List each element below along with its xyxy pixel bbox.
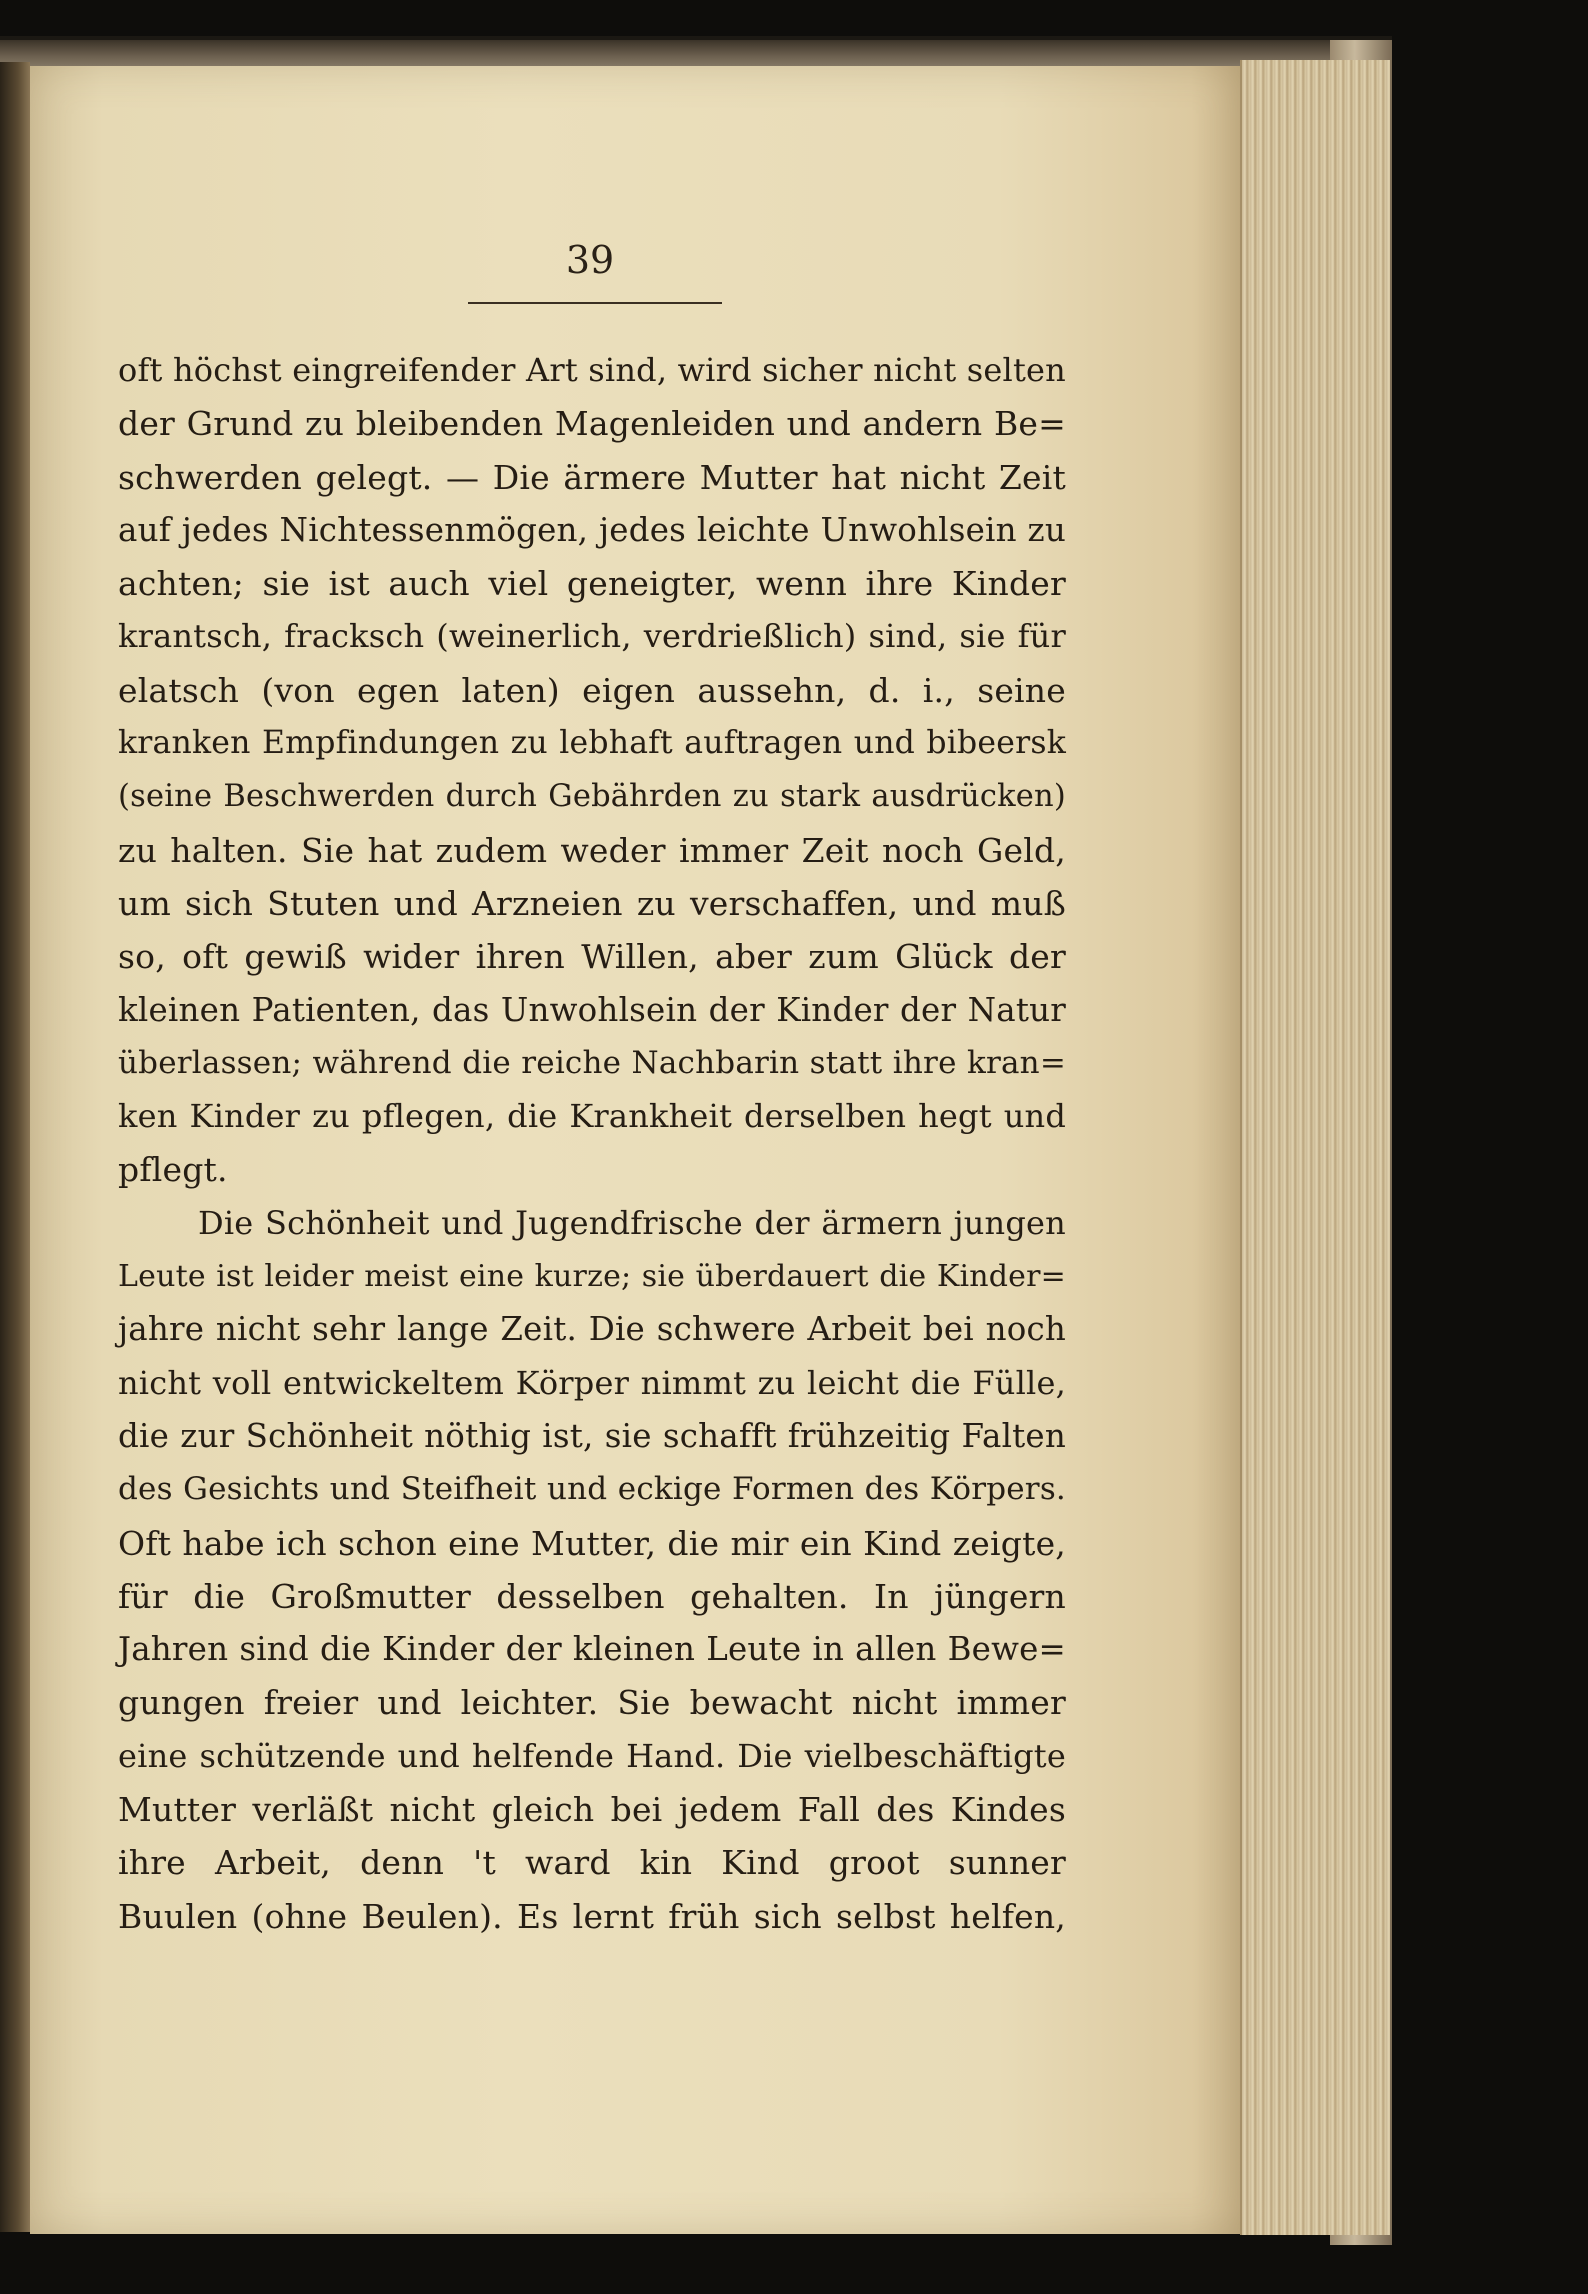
text-line: Buulen (ohne Beulen). Es lernt früh sich selbst helfen, (118, 1896, 1066, 1936)
text-line: ihre Arbeit, denn 't ward kin Kind groot sunner (118, 1843, 1066, 1883)
text-line: Mutter verläßt nicht gleich bei jedem Fall des Kindes (118, 1790, 1066, 1830)
left-page-edge (0, 62, 30, 2232)
text-line: krantsch, fracksch (weinerlich, verdrießlich) sind, sie für (118, 617, 1066, 656)
text-line: für die Großmutter desselben gehalten. In jüngern (118, 1576, 1066, 1616)
text-line: eine schützende und helfende Hand. Die vielbeschäftigte (118, 1736, 1066, 1775)
text-line: ken Kinder zu pflegen, die Krankheit derselben hegt und (118, 1097, 1066, 1136)
text-line: elatsch (von egen laten) eigen aussehn, d. i., seine (118, 670, 1066, 710)
text-line: nicht voll entwickeltem Körper nimmt zu leicht die Fülle, (118, 1363, 1066, 1402)
page-fore-edge (1240, 60, 1390, 2235)
text-line: Leute ist leider meist eine kurze; sie überdauert die Kinder= (118, 1259, 1066, 1295)
text-line: überlassen; während die reiche Nachbarin statt ihre kran= (118, 1044, 1066, 1081)
text-line: zu halten. Sie hat zudem weder immer Zeit noch Geld, (118, 830, 1066, 870)
page-number: 39 (565, 238, 615, 282)
text-line: Jahren sind die Kinder der kleinen Leute in allen Bewe= (118, 1630, 1066, 1669)
text-line: pflegt. (118, 1150, 228, 1190)
text-line: schwerden gelegt. — Die ärmere Mutter hat nicht Zeit (118, 457, 1066, 497)
body-text (118, 344, 1066, 1943)
text-line: oft höchst eingreifender Art sind, wird sicher nicht selten (118, 351, 1066, 389)
text-line: so, oft gewiß wider ihren Willen, aber zum Glück der (118, 937, 1066, 977)
text-line: kleinen Patienten, das Unwohlsein der Kinder der Natur (118, 990, 1066, 1029)
text-line: achten; sie ist auch viel geneigter, wenn ihre Kinder (118, 564, 1066, 604)
text-line: Die Schönheit und Jugendfrische der ärmern jungen (198, 1203, 1066, 1242)
text-line: um sich Stuten und Arzneien zu verschaffen, und muß (118, 883, 1066, 923)
text-line: kranken Empfindungen zu lebhaft auftragen und bibeersk (118, 725, 1066, 762)
header-rule (468, 302, 722, 304)
text-line: (seine Beschwerden durch Gebährden zu stark ausdrücken) (118, 779, 1066, 815)
text-line: des Gesichts und Steifheit und eckige Formen des Körpers. (118, 1471, 1066, 1508)
text-line: gungen freier und leichter. Sie bewacht nicht immer (118, 1683, 1066, 1723)
text-line: jahre nicht sehr lange Zeit. Die schwere Arbeit bei noch (118, 1310, 1066, 1349)
text-line: auf jedes Nichtessenmögen, jedes leichte Unwohlsein zu (118, 510, 1066, 549)
text-line: Oft habe ich schon eine Mutter, die mir ein Kind zeigte, (118, 1523, 1066, 1563)
text-line: der Grund zu bleibenden Magenleiden und andern Be= (118, 404, 1066, 444)
text-line: die zur Schönheit nöthig ist, sie schafft frühzeitig Falten (118, 1416, 1066, 1455)
